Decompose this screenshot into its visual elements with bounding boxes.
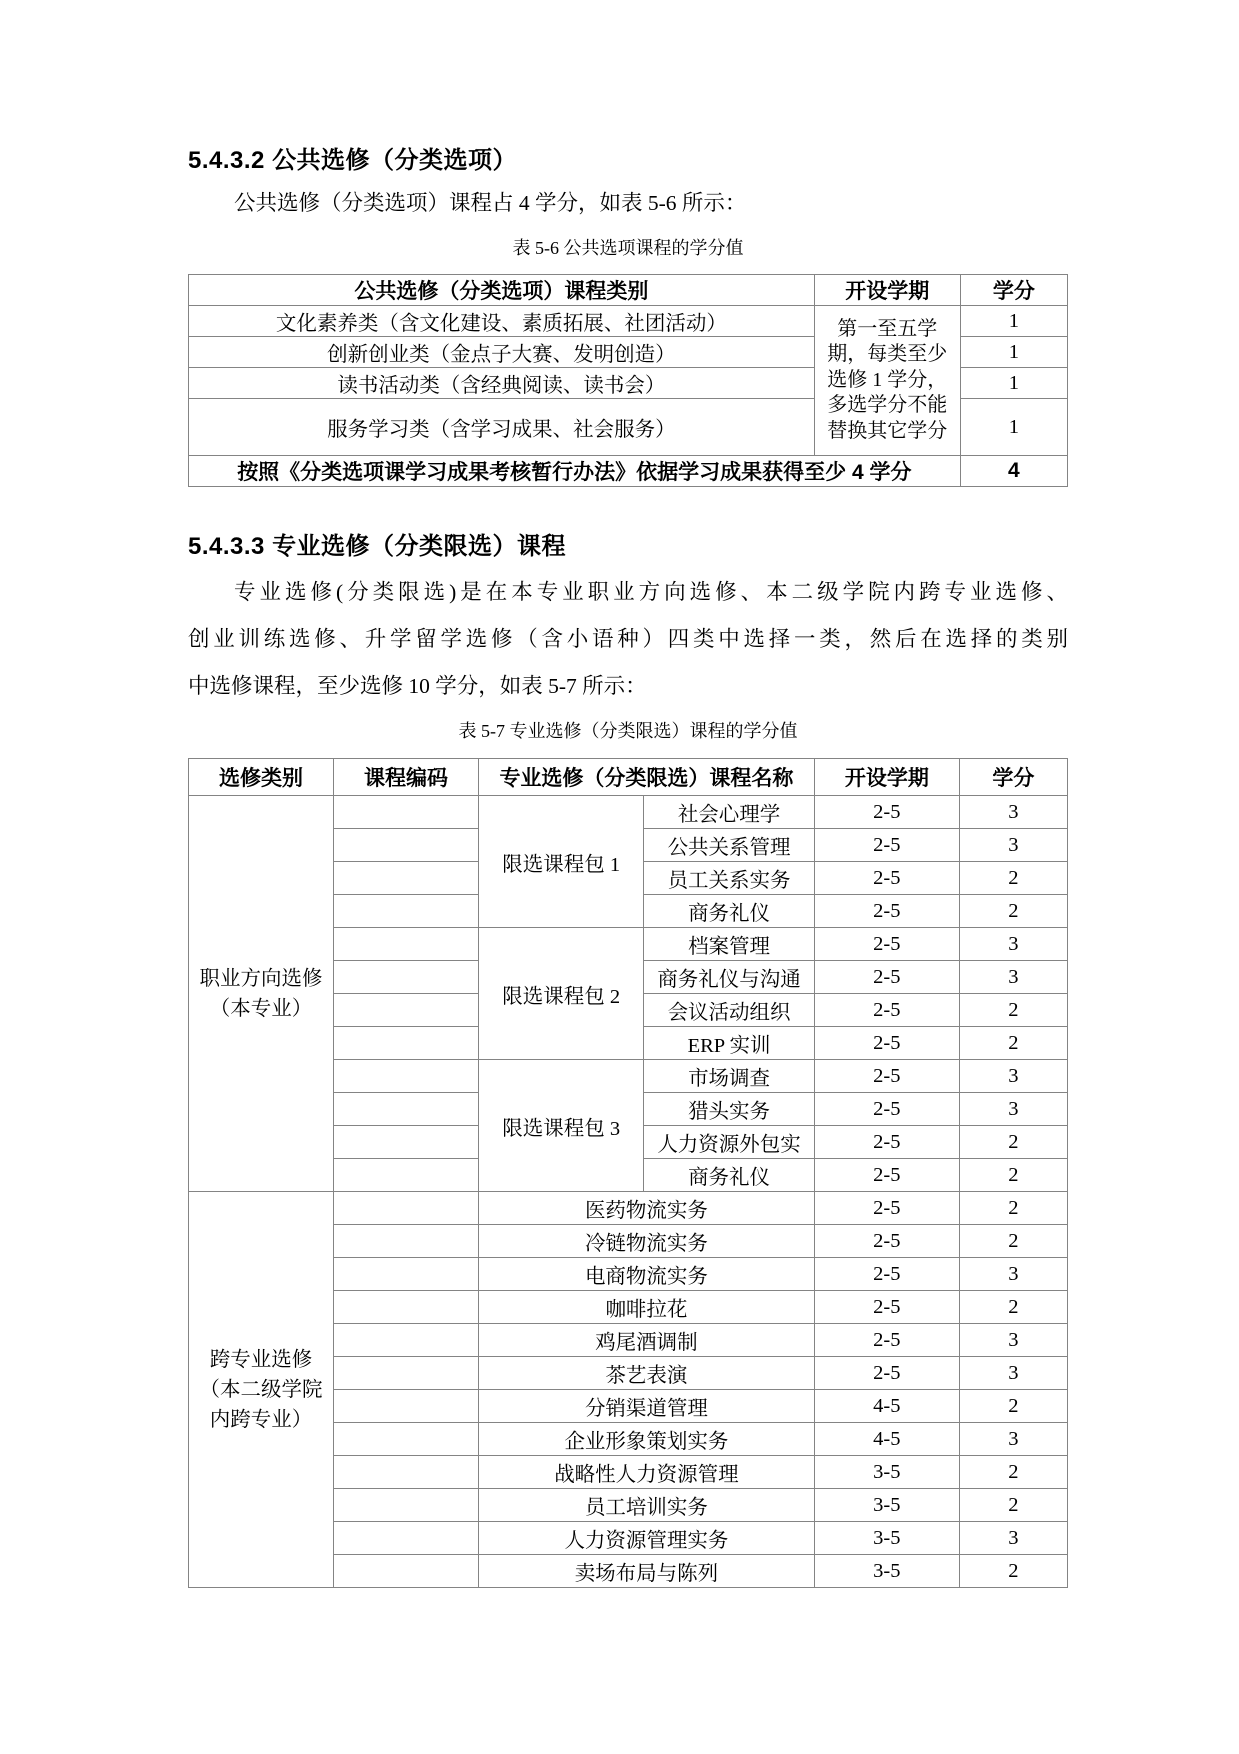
semester-cell: 2-5 xyxy=(814,928,959,961)
column-header-course-code: 课程编码 xyxy=(334,759,479,796)
credit-cell: 1 xyxy=(960,368,1067,399)
section1-paragraph: 公共选修（分类选项）课程占 4 学分，如表 5-6 所示： xyxy=(234,191,747,215)
semester-cell: 2-5 xyxy=(814,1093,959,1126)
credit-cell: 2 xyxy=(959,1390,1067,1423)
semester-cell: 3-5 xyxy=(814,1456,959,1489)
table-5-7-body xyxy=(189,796,1068,1588)
credit-cell: 3 xyxy=(959,961,1067,994)
credit-cell: 3 xyxy=(959,928,1067,961)
course-name-cell: 会议活动组织 xyxy=(644,994,815,1027)
course-code-cell xyxy=(334,1291,479,1324)
credit-cell: 2 xyxy=(959,895,1067,928)
cell-line: 期，每类至少 xyxy=(827,343,948,366)
course-code-cell xyxy=(334,1555,479,1588)
semester-cell: 2-5 xyxy=(814,961,959,994)
semester-note-cell xyxy=(814,306,960,456)
course-name-cell: 茶艺表演 xyxy=(479,1357,815,1390)
course-code-cell xyxy=(334,862,479,895)
course-code-cell xyxy=(334,1456,479,1489)
credit-cell: 2 xyxy=(959,1027,1067,1060)
semester-cell: 2-5 xyxy=(814,1159,959,1192)
course-code-cell xyxy=(334,994,479,1027)
course-name-cell: 市场调查 xyxy=(644,1060,815,1093)
table-5-6 xyxy=(188,274,1068,487)
credit-cell: 3 xyxy=(959,796,1067,829)
course-code-cell xyxy=(334,1060,479,1093)
table-5-7-caption: 表 5-7 专业选修（分类限选）课程的学分值 xyxy=(458,721,798,741)
table-5-7-row xyxy=(189,796,1068,829)
cell-line: 替换其它学分 xyxy=(827,419,948,442)
credit-cell: 1 xyxy=(960,337,1067,368)
course-name-cell: 分销渠道管理 xyxy=(479,1390,815,1423)
credit-cell: 2 xyxy=(959,1126,1067,1159)
cell-line: （本专业） xyxy=(209,997,313,1020)
course-code-cell xyxy=(334,1093,479,1126)
semester-cell: 2-5 xyxy=(814,1357,959,1390)
credit-cell: 2 xyxy=(959,1489,1067,1522)
course-name-cell: 企业形象策划实务 xyxy=(479,1423,815,1456)
credit-cell: 1 xyxy=(960,399,1067,456)
cell-line: 多选学分不能 xyxy=(827,394,948,417)
semester-cell: 3-5 xyxy=(814,1522,959,1555)
group-label-cell xyxy=(189,796,334,1192)
course-code-cell xyxy=(334,895,479,928)
credit-cell: 3 xyxy=(959,1258,1067,1291)
course-name-cell: 猎头实务 xyxy=(644,1093,815,1126)
table-5-6-row xyxy=(189,306,1068,337)
table-5-7 xyxy=(188,758,1068,1588)
credit-cell: 3 xyxy=(959,1060,1067,1093)
course-code-cell xyxy=(334,1357,479,1390)
semester-cell: 3-5 xyxy=(814,1489,959,1522)
course-code-cell xyxy=(334,1225,479,1258)
semester-cell: 2-5 xyxy=(814,1225,959,1258)
credit-cell: 2 xyxy=(959,1159,1067,1192)
package-cell: 限选课程包 2 xyxy=(479,928,644,1060)
course-code-cell xyxy=(334,1390,479,1423)
course-name-cell: 公共关系管理 xyxy=(644,829,815,862)
credit-cell: 2 xyxy=(959,1555,1067,1588)
column-header-elective-type: 选修类别 xyxy=(189,759,334,796)
course-code-cell xyxy=(334,1522,479,1555)
column-header-course-name: 专业选修（分类限选）课程名称 xyxy=(479,759,815,796)
semester-cell: 2-5 xyxy=(814,1027,959,1060)
course-name-cell: 战略性人力资源管理 xyxy=(479,1456,815,1489)
semester-cell: 2-5 xyxy=(814,1291,959,1324)
category-cell: 服务学习类（含学习成果、社会服务） xyxy=(189,399,815,456)
credit-cell: 2 xyxy=(959,1456,1067,1489)
column-header-semester: 开设学期 xyxy=(814,275,960,306)
course-name-cell: ERP 实训 xyxy=(644,1027,815,1060)
table-5-7-header-row xyxy=(189,759,1068,796)
course-name-cell: 医药物流实务 xyxy=(479,1192,815,1225)
cell-line: 内跨专业） xyxy=(209,1408,313,1431)
course-code-cell xyxy=(334,961,479,994)
course-code-cell xyxy=(334,1423,479,1456)
paragraph-line: 中选修课程，至少选修 10 学分，如表 5-7 所示： xyxy=(188,674,647,698)
course-code-cell xyxy=(334,928,479,961)
course-code-cell xyxy=(334,1192,479,1225)
credit-cell: 1 xyxy=(960,306,1067,337)
semester-cell: 3-5 xyxy=(814,1555,959,1588)
cell-line: 职业方向选修 xyxy=(199,967,323,990)
credit-cell: 2 xyxy=(959,1225,1067,1258)
course-name-cell: 卖场布局与陈列 xyxy=(479,1555,815,1588)
course-name-cell: 商务礼仪与沟通 xyxy=(644,961,815,994)
section-heading-5-4-3-3: 5.4.3.3 专业选修（分类限选）课程 xyxy=(188,533,567,560)
semester-cell: 2-5 xyxy=(814,862,959,895)
course-code-cell xyxy=(334,1159,479,1192)
course-code-cell xyxy=(334,796,479,829)
section-heading-5-4-3-2: 5.4.3.2 公共选修（分类选项） xyxy=(188,147,518,174)
table-5-6-caption: 表 5-6 公共选项课程的学分值 xyxy=(512,238,744,258)
course-name-cell: 商务礼仪 xyxy=(644,895,815,928)
column-header-credit: 学分 xyxy=(960,275,1067,306)
credit-cell: 2 xyxy=(959,994,1067,1027)
column-header-category: 公共选修（分类选项）课程类别 xyxy=(189,275,815,306)
credit-cell: 3 xyxy=(959,1423,1067,1456)
credit-cell: 3 xyxy=(959,1093,1067,1126)
semester-cell: 4-5 xyxy=(814,1390,959,1423)
table-5-6-body xyxy=(189,306,1068,487)
table-5-7-row xyxy=(189,1192,1068,1225)
course-name-cell: 咖啡拉花 xyxy=(479,1291,815,1324)
course-name-cell: 员工关系实务 xyxy=(644,862,815,895)
course-name-cell: 冷链物流实务 xyxy=(479,1225,815,1258)
semester-cell: 2-5 xyxy=(814,829,959,862)
semester-cell: 2-5 xyxy=(814,895,959,928)
semester-cell: 4-5 xyxy=(814,1423,959,1456)
semester-cell: 2-5 xyxy=(814,1126,959,1159)
course-code-cell xyxy=(334,1489,479,1522)
credit-cell: 3 xyxy=(959,1357,1067,1390)
course-name-cell: 人力资源管理实务 xyxy=(479,1522,815,1555)
course-code-cell xyxy=(334,1324,479,1357)
semester-cell: 2-5 xyxy=(814,1192,959,1225)
credit-cell: 3 xyxy=(959,1522,1067,1555)
column-header-credit: 学分 xyxy=(959,759,1067,796)
credit-cell: 2 xyxy=(959,1291,1067,1324)
category-cell: 创新创业类（金点子大赛、发明创造） xyxy=(189,337,815,368)
course-name-cell: 商务礼仪 xyxy=(644,1159,815,1192)
course-name-cell: 鸡尾酒调制 xyxy=(479,1324,815,1357)
semester-cell: 2-5 xyxy=(814,1060,959,1093)
paragraph-line: 专业选修(分类限选)是在本专业职业方向选修、本二级学院内跨专业选修、 xyxy=(234,580,1068,604)
cell-line: 跨专业选修 xyxy=(209,1348,313,1371)
category-cell: 读书活动类（含经典阅读、读书会） xyxy=(189,368,815,399)
cell-line: 第一至五学 xyxy=(837,317,938,340)
course-name-cell: 员工培训实务 xyxy=(479,1489,815,1522)
footer-text-cell: 按照《分类选项课学习成果考核暂行办法》依据学习成果获得至少 4 学分 xyxy=(189,456,961,487)
credit-cell: 3 xyxy=(959,1324,1067,1357)
course-code-cell xyxy=(334,829,479,862)
semester-cell: 2-5 xyxy=(814,796,959,829)
table-5-6-footer-row xyxy=(189,456,1068,487)
section2-paragraph xyxy=(188,569,1068,710)
course-name-cell: 人力资源外包实 xyxy=(644,1126,815,1159)
course-code-cell xyxy=(334,1258,479,1291)
course-name-cell: 档案管理 xyxy=(644,928,815,961)
column-header-semester: 开设学期 xyxy=(814,759,959,796)
table-5-6-header-row xyxy=(189,275,1068,306)
package-cell: 限选课程包 1 xyxy=(479,796,644,928)
package-cell: 限选课程包 3 xyxy=(479,1060,644,1192)
category-cell: 文化素养类（含文化建设、素质拓展、社团活动） xyxy=(189,306,815,337)
semester-cell: 2-5 xyxy=(814,1324,959,1357)
credit-cell: 3 xyxy=(959,829,1067,862)
semester-cell: 2-5 xyxy=(814,994,959,1027)
credit-cell: 2 xyxy=(959,1192,1067,1225)
course-name-cell: 电商物流实务 xyxy=(479,1258,815,1291)
credit-cell: 4 xyxy=(960,456,1067,487)
paragraph-line: 创业训练选修、升学留学选修（含小语种）四类中选择一类，然后在选择的类别 xyxy=(188,627,1068,651)
course-code-cell xyxy=(334,1027,479,1060)
cell-line: （本二级学院 xyxy=(199,1378,323,1401)
group-label-cell xyxy=(189,1192,334,1588)
course-name-cell: 社会心理学 xyxy=(644,796,815,829)
course-code-cell xyxy=(334,1126,479,1159)
cell-line: 选修 1 学分， xyxy=(827,368,948,391)
semester-cell: 2-5 xyxy=(814,1258,959,1291)
credit-cell: 2 xyxy=(959,862,1067,895)
